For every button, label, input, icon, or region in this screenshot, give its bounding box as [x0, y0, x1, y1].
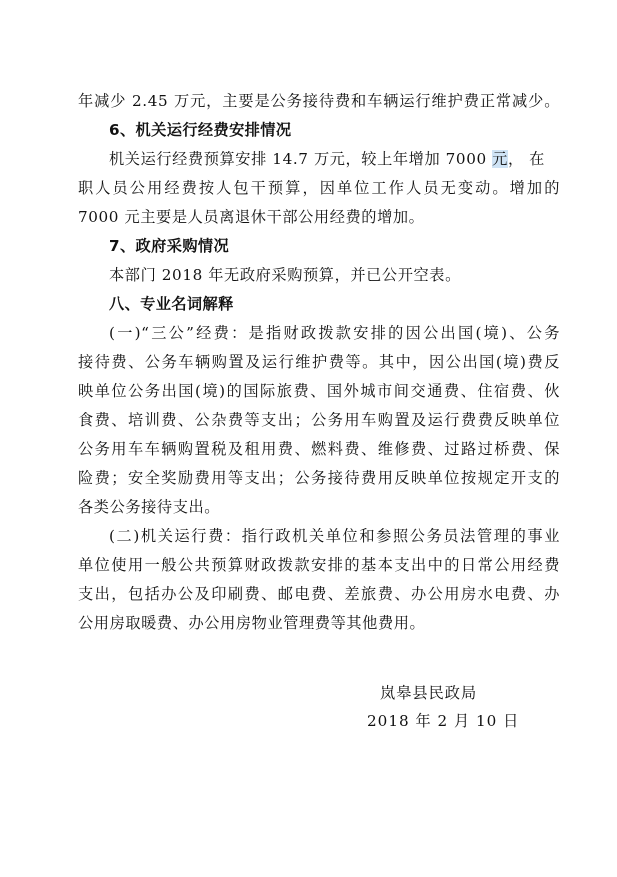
paragraph-line: 本部门 2018 年无政府采购预算，并已公开空表。 [109, 266, 461, 284]
section-heading: 6、机关运行经费安排情况 [109, 121, 292, 139]
signature-org: 岚皋县民政局 [380, 684, 478, 702]
highlighted-text: 元 [492, 150, 508, 168]
paragraph-line: 年减少 2.45 万元，主要是公务接待费和车辆运行维护费正常减少。 [78, 92, 560, 110]
paragraph-line: 险费；安全奖励费用等支出；公务接待费用反映单位按规定开支的 [78, 469, 560, 487]
paragraph-line: 支出，包括办公及印刷费、邮电费、差旅费、办公用房水电费、办 [78, 585, 560, 603]
text-span: 机关运行经费预算安排 14.7 万元，较上年增加 7000 [109, 150, 493, 168]
text-span: ， 在 [507, 150, 545, 168]
paragraph-line: (二)机关运行费：指行政机关单位和参照公务员法管理的事业 [109, 527, 560, 545]
paragraph-line: 食费、培训费、公杂费等支出；公务用车购置及运行费费反映单位 [78, 411, 560, 429]
paragraph-line: 公用房取暖费、办公用房物业管理费等其他费用。 [78, 614, 426, 632]
section-heading: 八、专业名词解释 [109, 295, 234, 313]
paragraph-line: (一)“三公”经费：是指财政拨款安排的因公出国(境)、公务 [109, 324, 560, 342]
paragraph-line: 接待费、公务车辆购置及运行维护费等。其中，因公出国(境)费反 [78, 353, 560, 371]
paragraph-line: 各类公务接待支出。 [78, 498, 221, 516]
paragraph-line: 单位使用一般公共预算财政拨款安排的基本支出中的日常公用经费 [78, 556, 560, 574]
section-heading: 7、政府采购情况 [109, 237, 230, 255]
paragraph-line: 公务用车车辆购置税及租用费、燃料费、维修费、过路过桥费、保 [78, 440, 560, 458]
paragraph-line: 映单位公务出国(境)的国际旅费、国外城市间交通费、住宿费、伙 [78, 382, 560, 400]
paragraph-line: 职人员公用经费按人包干预算，因单位工作人员无变动。增加的 [78, 179, 560, 197]
paragraph-line: 7000 元主要是人员离退休干部公用经费的增加。 [78, 208, 425, 226]
signature-date: 2018 年 2 月 10 日 [367, 712, 520, 730]
paragraph-line [109, 148, 560, 170]
